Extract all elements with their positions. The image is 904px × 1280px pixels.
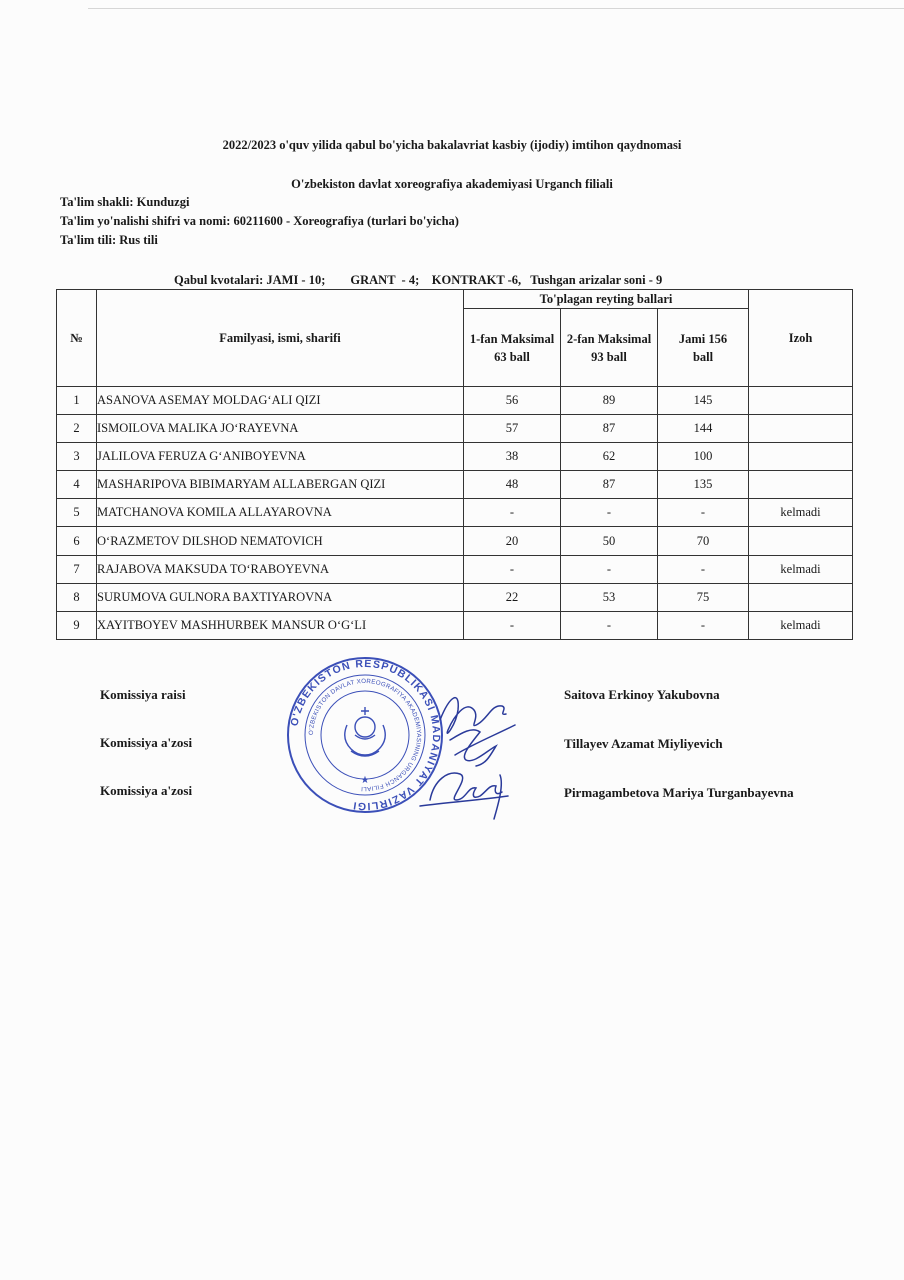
student-name-cell: RAJABOVA MAKSUDA TO‘RABOYEVNA: [97, 555, 464, 583]
col-note-header: Izoh: [749, 290, 853, 387]
study-direction: Ta'lim yo'nalishi shifri va nomi: 60211600 - Xoreografiya (turlari bo'yicha): [60, 214, 459, 228]
study-language: Ta'lim tili: Rus tili: [60, 233, 158, 247]
signature-name-chair: Saitova Erkinoy Yakubovna: [564, 687, 720, 702]
student-name-cell: ASANOVA ASEMAY MOLDAG‘ALI QIZI: [97, 387, 464, 415]
subject1-score-cell: -: [464, 499, 561, 527]
signature-role-member-1: Komissiya a'zosi: [100, 735, 193, 750]
subject2-score-cell: 50: [561, 527, 658, 555]
total-score-cell: -: [658, 499, 749, 527]
stamp-inner-text: O'ZBEKISTON DAVLAT XOREOGRAFIYA AKADEMIYASINING URGANCH FILIALI: [307, 677, 423, 793]
table-row: [57, 443, 853, 471]
table-row: [57, 499, 853, 527]
signature-name-member-2: Pirmagambetova Mariya Turganbayevna: [564, 785, 794, 800]
results-table-body: [57, 387, 853, 640]
table-row: [57, 527, 853, 555]
total-score-cell: -: [658, 555, 749, 583]
handwritten-signatures: [410, 680, 540, 825]
table-row: [57, 387, 853, 415]
scan-edge-line: [88, 8, 904, 9]
student-name-cell: ISMOILOVA MALIKA JO‘RAYEVNA: [97, 415, 464, 443]
subject2-score-cell: 87: [561, 415, 658, 443]
subject1-score-cell: -: [464, 611, 561, 639]
subject2-score-cell: 62: [561, 443, 658, 471]
note-cell: [749, 443, 853, 471]
document-title: 2022/2023 o'quv yilida qabul bo'yicha bakalavriat kasbiy (ijodiy) imtihon qaydnomasi: [222, 138, 682, 152]
note-cell: kelmadi: [749, 555, 853, 583]
signature-role-chair: Komissiya raisi: [100, 687, 186, 702]
study-form: Ta'lim shakli: Kunduzgi: [60, 195, 190, 209]
total-score-cell: 135: [658, 471, 749, 499]
student-name-cell: MATCHANOVA KOMILA ALLAYAROVNA: [97, 499, 464, 527]
stamp-outer-text: O'ZBEKISTON RESPUBLIKASI MADANIYAT VAZIRLIGI: [288, 657, 443, 813]
table-row: [57, 555, 853, 583]
row-number-cell: 4: [57, 471, 97, 499]
note-cell: kelmadi: [749, 499, 853, 527]
col-subject1-header: 1-fan Maksimal 63 ball: [464, 309, 561, 387]
institution-name: O'zbekiston davlat xoreografiya akademiyasi Urganch filiali: [291, 177, 613, 191]
col-subject2-header: 2-fan Maksimal 93 ball: [561, 309, 658, 387]
subject1-score-cell: 56: [464, 387, 561, 415]
row-number-cell: 3: [57, 443, 97, 471]
total-score-cell: 145: [658, 387, 749, 415]
results-table: [56, 289, 853, 640]
table-row: [57, 471, 853, 499]
subject2-score-cell: 53: [561, 583, 658, 611]
table-row: [57, 583, 853, 611]
row-number-cell: 6: [57, 527, 97, 555]
note-cell: [749, 527, 853, 555]
subject2-score-cell: -: [561, 555, 658, 583]
subject1-score-cell: 38: [464, 443, 561, 471]
note-cell: [749, 471, 853, 499]
subject1-score-cell: 20: [464, 527, 561, 555]
subject2-score-cell: 87: [561, 471, 658, 499]
emblem-icon: [345, 707, 386, 756]
admission-quota: Qabul kvotalari: JAMI - 10; GRANT - 4; KONTRAKT -6, Tushgan arizalar soni - 9: [174, 273, 663, 287]
subject1-score-cell: 48: [464, 471, 561, 499]
subject1-score-cell: -: [464, 555, 561, 583]
col-number-header: №: [57, 290, 97, 387]
row-number-cell: 1: [57, 387, 97, 415]
row-number-cell: 9: [57, 611, 97, 639]
subject1-score-cell: 22: [464, 583, 561, 611]
subject2-score-cell: -: [561, 611, 658, 639]
student-name-cell: MASHARIPOVA BIBIMARYAM ALLABERGAN QIZI: [97, 471, 464, 499]
subject2-score-cell: 89: [561, 387, 658, 415]
table-row: [57, 415, 853, 443]
note-cell: kelmadi: [749, 611, 853, 639]
col-scores-group-header: To'plagan reyting ballari: [464, 290, 749, 309]
subject2-score-cell: -: [561, 499, 658, 527]
total-score-cell: 70: [658, 527, 749, 555]
student-name-cell: SURUMOVA GULNORA BAXTIYAROVNA: [97, 583, 464, 611]
student-name-cell: JALILOVA FERUZA G‘ANIBOYEVNA: [97, 443, 464, 471]
total-score-cell: 100: [658, 443, 749, 471]
signature-role-member-2: Komissiya a'zosi: [100, 783, 193, 798]
total-score-cell: -: [658, 611, 749, 639]
row-number-cell: 8: [57, 583, 97, 611]
subject1-score-cell: 57: [464, 415, 561, 443]
col-total-header: Jami 156 ball: [658, 309, 749, 387]
student-name-cell: XAYITBOYEV MASHHURBEK MANSUR O‘G‘LI: [97, 611, 464, 639]
row-number-cell: 7: [57, 555, 97, 583]
total-score-cell: 144: [658, 415, 749, 443]
star-icon: ★: [360, 775, 370, 786]
table-row: [57, 611, 853, 639]
row-number-cell: 2: [57, 415, 97, 443]
row-number-cell: 5: [57, 499, 97, 527]
student-name-cell: O‘RAZMETOV DILSHOD NEMATOVICH: [97, 527, 464, 555]
note-cell: [749, 583, 853, 611]
total-score-cell: 75: [658, 583, 749, 611]
note-cell: [749, 387, 853, 415]
signature-name-member-1: Tillayev Azamat Miyliyevich: [564, 736, 723, 751]
note-cell: [749, 415, 853, 443]
col-name-header: Familyasi, ismi, sharifi: [97, 290, 464, 387]
